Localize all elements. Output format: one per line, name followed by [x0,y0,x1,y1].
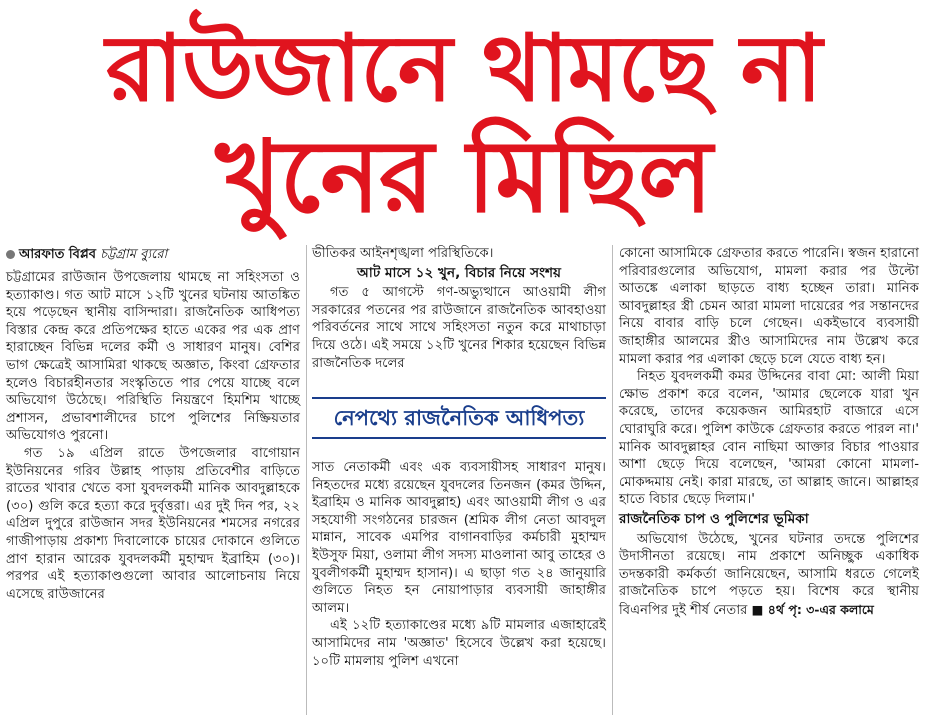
pull-quote-box [312,393,606,443]
paragraph: গত ১৯ এপ্রিল রাতে উপজেলার বাগোয়ান ইউনিয়নের গরিব উল্লাহ পাড়ায় প্রতিবেশীর বাড়িতে রাতের খাবার খেতে বসা যুবদলকর্মী মানিক আবদুল্লাহকে (৩০) গুলি করে হত্যা করে দুর্বৃত্তরা। এর দুই দিন পর, ২২ এপ্রিল দুপুরে রাউজান সদর ইউনিয়নের শমসের নগরের গাজীপাড়ায় প্রকাশ্য দিবালোকে চায়ের দোকানে গুলিতে প্রাণ হারান আরেক যুবদলকর্মী মুহাম্মদ ইব্রাহিম (৩০)। পরপর এই হত্যাকাণ্ডগুলো আবার আলোচনায় নিয়ে এসেছে রাউজানের [6,445,300,602]
column-divider [612,245,613,715]
continued-marker: ■ ৪র্থ পৃ: ৩-এর কলামে [751,601,874,617]
pull-quote-text: নেপথ্যে রাজনৈতিক আধিপত্য [333,406,585,430]
paragraph: গত ৫ আগস্টে গণ-অভ্যুত্থানে আওয়ামী লীগ সরকারের পতনের পর রাউজানে রাজনৈতিক আবহাওয়া পরিবর্তনের সাথে সাথে সহিংসতা নতুন করে মাথাচাড়া দিয়ে ওঠে। এই সময়ে ১২টি খুনের শিকার হয়েছেন বিভিন্ন রাজনৈতিক দলের [312,285,606,371]
paragraph: এই ১২টি হত্যাকাণ্ডের মধ্যে ৯টি মামলার এজাহারেই আসামিদের নাম 'অজ্ঞাত' হিসেবে উল্লেখ করা হয়েছে। ১০টি মামলায় পুলিশ এখনো [312,618,606,669]
bullet-icon [6,250,15,259]
continued-text: ৪র্থ পৃ: ৩-এর কলামে [767,601,874,617]
paragraph: নিহত যুবদলকর্মী কমর উদ্দিনের বাবা মো: আলী মিয়া ক্ষোভ প্রকাশ করে বলেন, 'আমার ছেলেকে যারা খুন করেছে, তাদের কয়েকজন আমিরহাট বাজারে এসে ঘোরাঘুরি করে। পুলিশ কাউকে গ্রেফতার করতে পারল না।' মানিক আবদুল্লাহর বোন নাছিমা আক্তার বিচার পাওয়ার আশা ছেড়ে দিয়ে বলেছেন, 'আমরা কোনো মামলা-মোকদ্দমায় নেই। কারা মারছে, তা আল্লাহ জানে। আল্লাহর হাতে বিচার ছেড়ে দিলাম।' [619,369,919,508]
bureau-name: চট্টগ্রাম ব্যুরো [100,247,168,262]
paragraph: কোনো আসামিকে গ্রেফতার করতে পারেনি। স্বজন হারানো পরিবারগুলোর অভিযোগ, মামলা করার পর উল্টো আতঙ্কে এলাকা ছাড়তে বাধ্য হচ্ছেন তারা। মানিক আবদুল্লাহর স্ত্রী চেমন আরা মামলা দায়েরের পর সন্তানদের নিয়ে বাবার বাড়ি চলে গেছেন। একইভাবে ব্যবসায়ী জাহাঙ্গীর আলমের স্ত্রীও আসামিদের নাম উল্লেখ করে মামলা করার পর এলাকা ছেড়ে চলে যেতে বাধ্য হন। [619,246,919,367]
article-column-2 [312,245,606,372]
headline-line-1: রাউজানে থামছে না [105,15,822,122]
paragraph-text: অভিযোগ উঠেছে, খুনের ঘটনার তদন্তে পুলিশের উদাসীনতা রয়েছে। নাম প্রকাশে অনিচ্ছুক একাধিক তদন্তকারী কর্মকর্তা জানিয়েছেন, আসামি ধরতে গেলেই রাজনৈতিক চাপে পড়তে হয়। বিশেষ করে স্থানীয় বিএনপির দুই শীর্ষ নেতার [619,531,919,618]
article-column-1 [6,245,300,603]
rule-line [312,397,606,399]
paragraph [619,531,919,620]
subheading: আট মাসে ১২ খুন, বিচার নিয়ে সংশয় [356,264,562,281]
column-divider [306,245,307,715]
article-column-3 [619,245,919,619]
article-column-2-continued [312,459,606,670]
byline [6,245,300,265]
author-name: আরফাত বিপ্লব [19,247,96,262]
paragraph: সাত নেতাকর্মী এবং এক ব্যবসায়ীসহ সাধারণ মানুষ। নিহতদের মধ্যে রয়েছেন যুবদলের তিনজন (কমর উদ্দিন, ইব্রাহিম ও মানিক আবদুল্লাহ) এবং আওয়ামী লীগ ও এর সহযোগী সংগঠনের চারজন (শ্রমিক লীগ নেতা আবদুল মান্নান, সাবেক এমপির বাগানবাড়ির কর্মচারী মুহাম্মদ ইউসুফ মিয়া, ওলামা লীগ সদস্য মাওলানা আবু তাহের ও যুবলীগকর্মী মুহাম্মদ হাসান)। এ ছাড়া গত ২৪ জানুয়ারি গুলিতে নিহত হন নোয়াপাড়ার ব্যবসায়ী জাহাঙ্গীর আলম। [312,460,606,616]
paragraph: চট্টগ্রামের রাউজান উপজেলায় থামছে না সহিংসতা ও হত্যাকাণ্ড। গত আট মাসে ১২টি খুনের ঘটনায় আতঙ্কিত হয়ে পড়েছেন স্থানীয় বাসিন্দারা। রাজনৈতিক আধিপত্য বিস্তার কেন্দ্র করে প্রতিপক্ষের হাতে একের পর এক প্রাণ হারাচ্ছেন বিভিন্ন দলের কর্মী ও সাধারণ মানুষ। বেশির ভাগ ক্ষেত্রেই আসামিরা থাকছে অজ্ঞাত, কিংবা গ্রেফতার হলেও বিচারহীনতার সংস্কৃতিতে পার পেয়ে যাচ্ছে বলে অভিযোগ উঠেছে। পরিস্থিতি নিয়ন্ত্রণে হিমশিম খাচ্ছে প্রশাসন, প্রভাবশালীদের চাপে পুলিশের নিষ্ক্রিয়তার অভিযোগও পুরনো। [6,270,300,444]
paragraph: ভীতিকর আইনশৃঙ্খলা পরিস্থিতিকে। [312,246,494,261]
subheading: রাজনৈতিক চাপ ও পুলিশের ভূমিকা [619,510,809,527]
rule-line [312,437,606,439]
headline-line-2: খুনের মিছিল [215,118,712,235]
